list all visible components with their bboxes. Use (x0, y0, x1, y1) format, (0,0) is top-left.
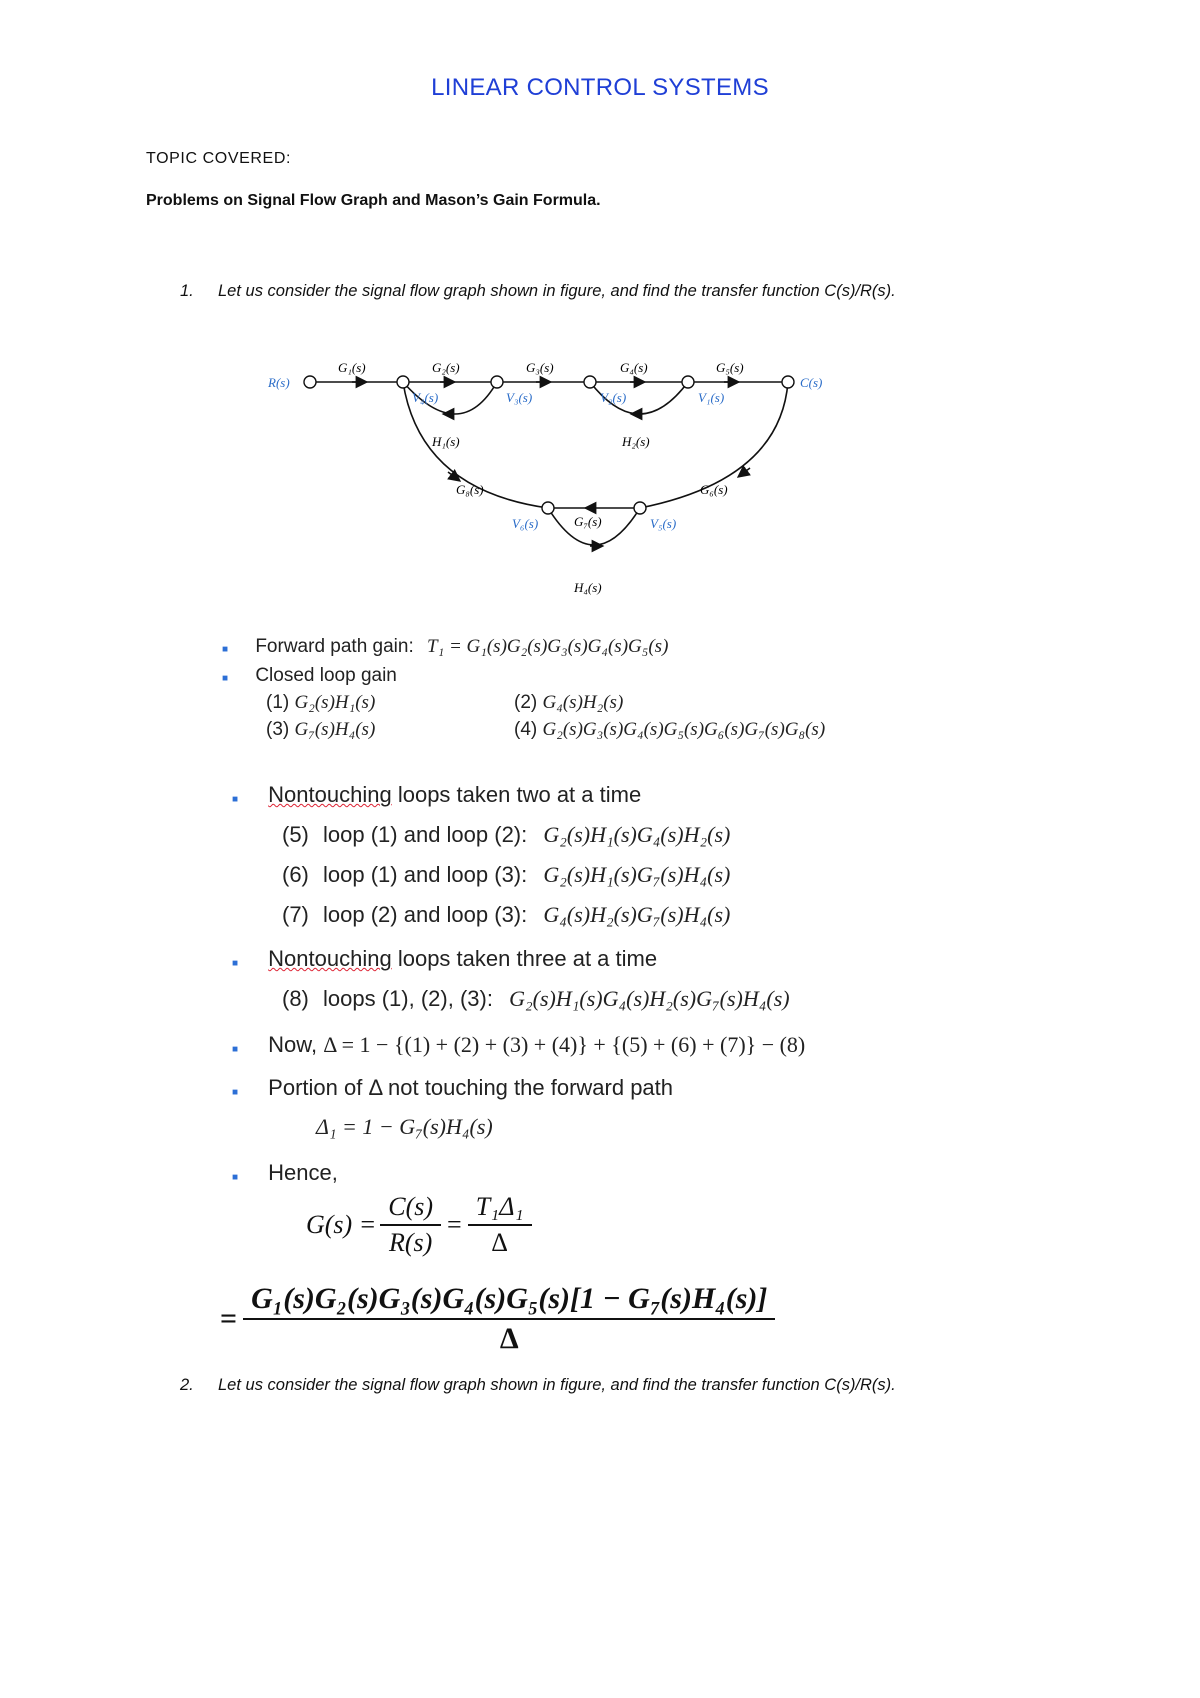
final-num: G₁(s)G₂(s)G₃(s)G₄(s)G₅(s)[1 − G₇(s)H₄(s)] (251, 1282, 768, 1315)
loop-expr: G₂(s)H₁(s) (294, 692, 376, 713)
delta-line (232, 1032, 805, 1058)
delta-prefix: Now, (268, 1032, 324, 1057)
pair-5 (282, 822, 730, 848)
pair-7 (282, 902, 730, 928)
gs-fraction-1 (384, 1192, 437, 1258)
label-g3: G₃(s) (526, 360, 554, 375)
label-g2: G₂(s) (432, 360, 460, 375)
loop-expr: G₄(s)H₂(s) (542, 692, 624, 713)
topic-text: Problems on Signal Flow Graph and Mason’s Gain Formula. (146, 192, 601, 209)
final-den: Δ (243, 1318, 775, 1356)
loop-4 (514, 719, 825, 741)
delta-expr: Δ = 1 − {(1) + (2) + (3) + (4)} + {(5) + (6) + (7)} − (8) (323, 1032, 806, 1057)
arrow-g6 (742, 468, 750, 474)
hence-label: Hence, (268, 1160, 338, 1185)
node-v1 (682, 376, 694, 388)
pair-desc: loop (2) and loop (3): (323, 902, 528, 927)
loop-id: (2) (514, 692, 538, 713)
triple-8 (282, 986, 790, 1012)
label-h2: H₂(s) (622, 434, 650, 449)
page-title: LINEAR CONTROL SYSTEMS (431, 74, 769, 101)
problem-text: Let us consider the signal flow graph shown in figure, and find the transfer function C(s)/R(s). (218, 1376, 896, 1394)
nontouching-word: Nontouching (268, 782, 392, 807)
node-v2 (584, 376, 596, 388)
forward-path-gain-line (222, 636, 668, 658)
pair-id: (5) (282, 822, 309, 847)
label-g1: G₁(s) (338, 360, 366, 375)
triple-desc: loops (1), (2), (3): (323, 986, 493, 1011)
signal-flow-graph (260, 350, 860, 610)
loop-1 (266, 692, 375, 714)
bullet-icon: ■ (222, 644, 229, 655)
two-at-a-time-label: loops taken two at a time (391, 782, 642, 807)
pair-desc: loop (1) and loop (2): (323, 822, 528, 847)
bullet-icon: ■ (232, 1087, 239, 1098)
pair-6 (282, 862, 730, 888)
label-v5: V₅(s) (650, 516, 677, 531)
node-v3 (491, 376, 503, 388)
final-fraction (247, 1282, 771, 1356)
forward-path-label: Forward path gain: (255, 636, 414, 657)
node-v6 (542, 502, 554, 514)
label-g5: G₅(s) (716, 360, 744, 375)
hence-line (232, 1160, 338, 1186)
three-at-a-time-label: loops taken three at a time (391, 946, 658, 971)
label-output-node: C(s) (800, 375, 823, 390)
label-v1: V₁(s) (698, 390, 725, 405)
gs-eq: = (447, 1210, 462, 1239)
bullet-icon: ■ (232, 958, 239, 969)
gs-num2: T₁Δ₁ (475, 1192, 524, 1221)
pair-expr: G₄(s)H₂(s)G₇(s)H₄(s) (543, 902, 731, 927)
loop-expr: G₂(s)G₃(s)G₄(s)G₅(s)G₆(s)G₇(s)G₈(s) (542, 719, 826, 740)
bullet-icon: ■ (232, 1172, 239, 1183)
node-v5 (634, 502, 646, 514)
bullet-icon: ■ (232, 794, 239, 805)
closed-loop-line (222, 665, 397, 687)
loop-id: (1) (266, 692, 290, 713)
pair-desc: loop (1) and loop (3): (323, 862, 528, 887)
label-g7: G₇(s) (574, 514, 602, 529)
label-h4: H₄(s) (574, 580, 602, 595)
label-v2: V₂(s) (600, 390, 627, 405)
final-equation (220, 1282, 771, 1356)
loop-id: (3) (266, 719, 290, 740)
gs-num1: C(s) (388, 1192, 434, 1221)
label-h1: H₁(s) (432, 434, 460, 449)
problem-number: 2. (180, 1376, 194, 1394)
portion-label: Portion of Δ not touching the forward path (268, 1075, 674, 1100)
problem-number: 1. (180, 282, 194, 300)
gs-den2: Δ (468, 1224, 532, 1258)
closed-loop-label: Closed loop gain (255, 665, 397, 686)
problem-text: Let us consider the signal flow graph shown in figure, and find the transfer function C(s)/R(s). (218, 282, 896, 300)
label-g6: G₆(s) (700, 482, 728, 497)
pair-id: (6) (282, 862, 309, 887)
pair-expr: G₂(s)H₁(s)G₇(s)H₄(s) (543, 862, 731, 887)
gs-equation (306, 1192, 528, 1258)
loop-2 (514, 692, 623, 714)
label-g8: G₈(s) (456, 482, 484, 497)
gs-fraction-2 (472, 1192, 528, 1258)
pair-expr: G₂(s)H₁(s)G₄(s)H₂(s) (543, 822, 731, 847)
forward-path-expr: T₁ = G₁(s)G₂(s)G₃(s)G₄(s)G₅(s) (427, 636, 669, 657)
topic-label: TOPIC COVERED: (146, 150, 292, 167)
pair-id: (7) (282, 902, 309, 927)
gs-lhs: G(s) = (306, 1210, 377, 1239)
label-g4: G₄(s) (620, 360, 648, 375)
bullet-icon: ■ (232, 1044, 239, 1055)
label-v3: V₃(s) (506, 390, 533, 405)
loop-id: (4) (514, 719, 538, 740)
triple-expr: G₂(s)H₁(s)G₄(s)H₂(s)G₇(s)H₄(s) (509, 986, 790, 1011)
nontouching-word: Nontouching (268, 946, 392, 971)
label-v6: V₆(s) (512, 516, 539, 531)
two-at-a-time-heading (232, 782, 641, 808)
node-r (304, 376, 316, 388)
triple-id: (8) (282, 986, 309, 1011)
delta1-expr: Δ₁ = 1 − G₇(s)H₄(s) (316, 1114, 493, 1139)
loop-expr: G₇(s)H₄(s) (294, 719, 376, 740)
gs-den1: R(s) (380, 1224, 441, 1258)
node-c (782, 376, 794, 388)
final-eq: = (220, 1302, 238, 1335)
label-v4: V₄(s) (412, 390, 439, 405)
loop-3 (266, 719, 375, 741)
three-at-a-time-heading (232, 946, 657, 972)
label-input-node: R(s) (268, 375, 290, 390)
bullet-icon: ■ (222, 673, 229, 684)
portion-line (232, 1075, 673, 1101)
node-v4 (397, 376, 409, 388)
